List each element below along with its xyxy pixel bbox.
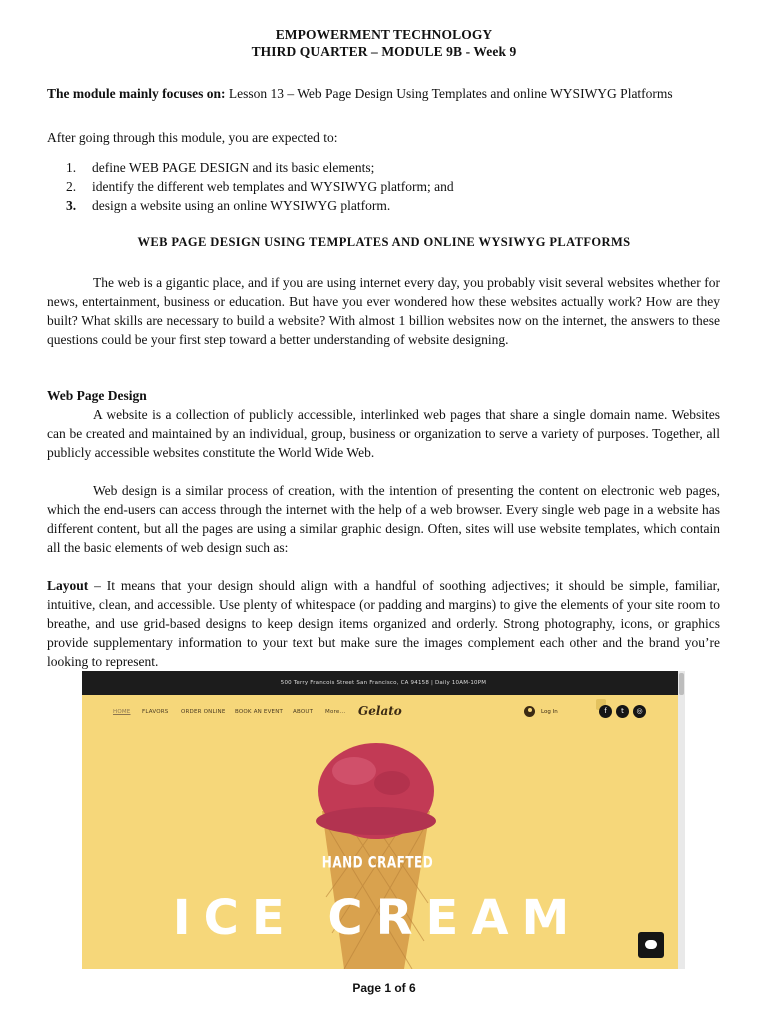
ice-cream-headline: ICE CREAM — [172, 890, 583, 946]
document-title: EMPOWERMENT TECHNOLOGY — [275, 27, 493, 42]
hand-crafted-text: HAND CRAFTED — [321, 852, 434, 872]
login-link: Log In — [541, 709, 558, 715]
layout-text: – It means that your design should align with a handful of soothing adjectives; it should be simple, familiar, intuitive, clean, and accessible. Use plenty of whitespace (or padding and margins) to give the elements of your site room to breathe, and use grid-based designs to keep design items organized and orderly. Strong photography, icons, or graphics provide supplementary information to your text but make sure the images complement each other and the brand you’re looking to represent. — [47, 578, 721, 669]
chat-icon — [638, 932, 664, 958]
expected-text: After going through this module, you are expected to: — [47, 130, 338, 145]
objective-text: identify the different web templates and WYSIWYG platform; and — [92, 179, 454, 194]
objective-item — [66, 196, 390, 215]
page-number: Page 1 of 6 — [352, 981, 416, 995]
objective-number: 1. — [66, 160, 77, 175]
gelato-logo: Gelato — [358, 704, 402, 718]
nav-order-online: ORDER ONLINE — [181, 709, 226, 715]
nav-more: More... — [325, 709, 346, 715]
web-design-paragraph — [47, 481, 720, 557]
website-text: A website is a collection of publicly accessible, interlinked web pages that share a single domain name. Websites can be created and maintained by an individual, group, business or organization to serve a variety of purposes. Together, all publicly accessible websites constitute the World Wide Web. — [47, 407, 720, 460]
website-template-screenshot — [82, 671, 685, 969]
objective-number: 3. — [66, 198, 77, 213]
objective-text: design a website using an online WYSIWYG platform. — [92, 198, 391, 213]
nav-flavors: FLAVORS — [142, 709, 169, 715]
address-bar: 500 Terry Francois Street San Francisco, CA 94158 | Daily 10AM-10PM — [82, 671, 685, 695]
scrollbar — [678, 671, 685, 969]
nav-book-an-event: BOOK AN EVENT — [235, 709, 284, 715]
objective-number: 2. — [66, 179, 77, 194]
twitter-icon: t — [616, 705, 629, 718]
instagram-icon: ◎ — [633, 705, 646, 718]
nav-about: ABOUT — [293, 709, 314, 715]
focus-paragraph — [47, 84, 720, 103]
intro-text: The web is a gigantic place, and if you are using internet every day, you probably visit several websites whether for news, entertainment, business or education. But have you ever wondered how these websites actually work? How are they built? What skills are necessary to build a website? With almost 1 billion websites now on the internet, the answers to these questions could be your first step toward a better understanding of website designing. — [47, 275, 720, 347]
document-subtitle: THIRD QUARTER – MODULE 9B - Week 9 — [251, 44, 517, 59]
objective-item — [66, 158, 374, 177]
objective-text: define WEB PAGE DESIGN and its basic elements; — [92, 160, 375, 175]
web-page-design-heading: Web Page Design — [47, 388, 147, 403]
layout-paragraph — [47, 576, 720, 671]
intro-paragraph — [47, 273, 720, 349]
focus-text: Lesson 13 – Web Page Design Using Templates and online WYSIWYG Platforms — [228, 86, 673, 101]
website-paragraph — [47, 405, 720, 462]
focus-label: The module mainly focuses on: — [47, 86, 226, 101]
nav-home: HOME — [113, 709, 131, 715]
facebook-icon: f — [599, 705, 612, 718]
web-design-text: Web design is a similar process of creation, with the intention of presenting the content on electronic web pages, which the end-users can access through the internet with the help of a web browser. Every single web page in a website has different content, but all the pages are using a similar graphic design. Often, sites will use website templates, which contain all the basic elements of web design such as: — [47, 483, 720, 555]
section-title: WEB PAGE DESIGN USING TEMPLATES AND ONLINE WYSIWYG PLATFORMS — [137, 235, 631, 249]
objective-item — [66, 177, 454, 196]
layout-term: Layout — [47, 578, 89, 593]
